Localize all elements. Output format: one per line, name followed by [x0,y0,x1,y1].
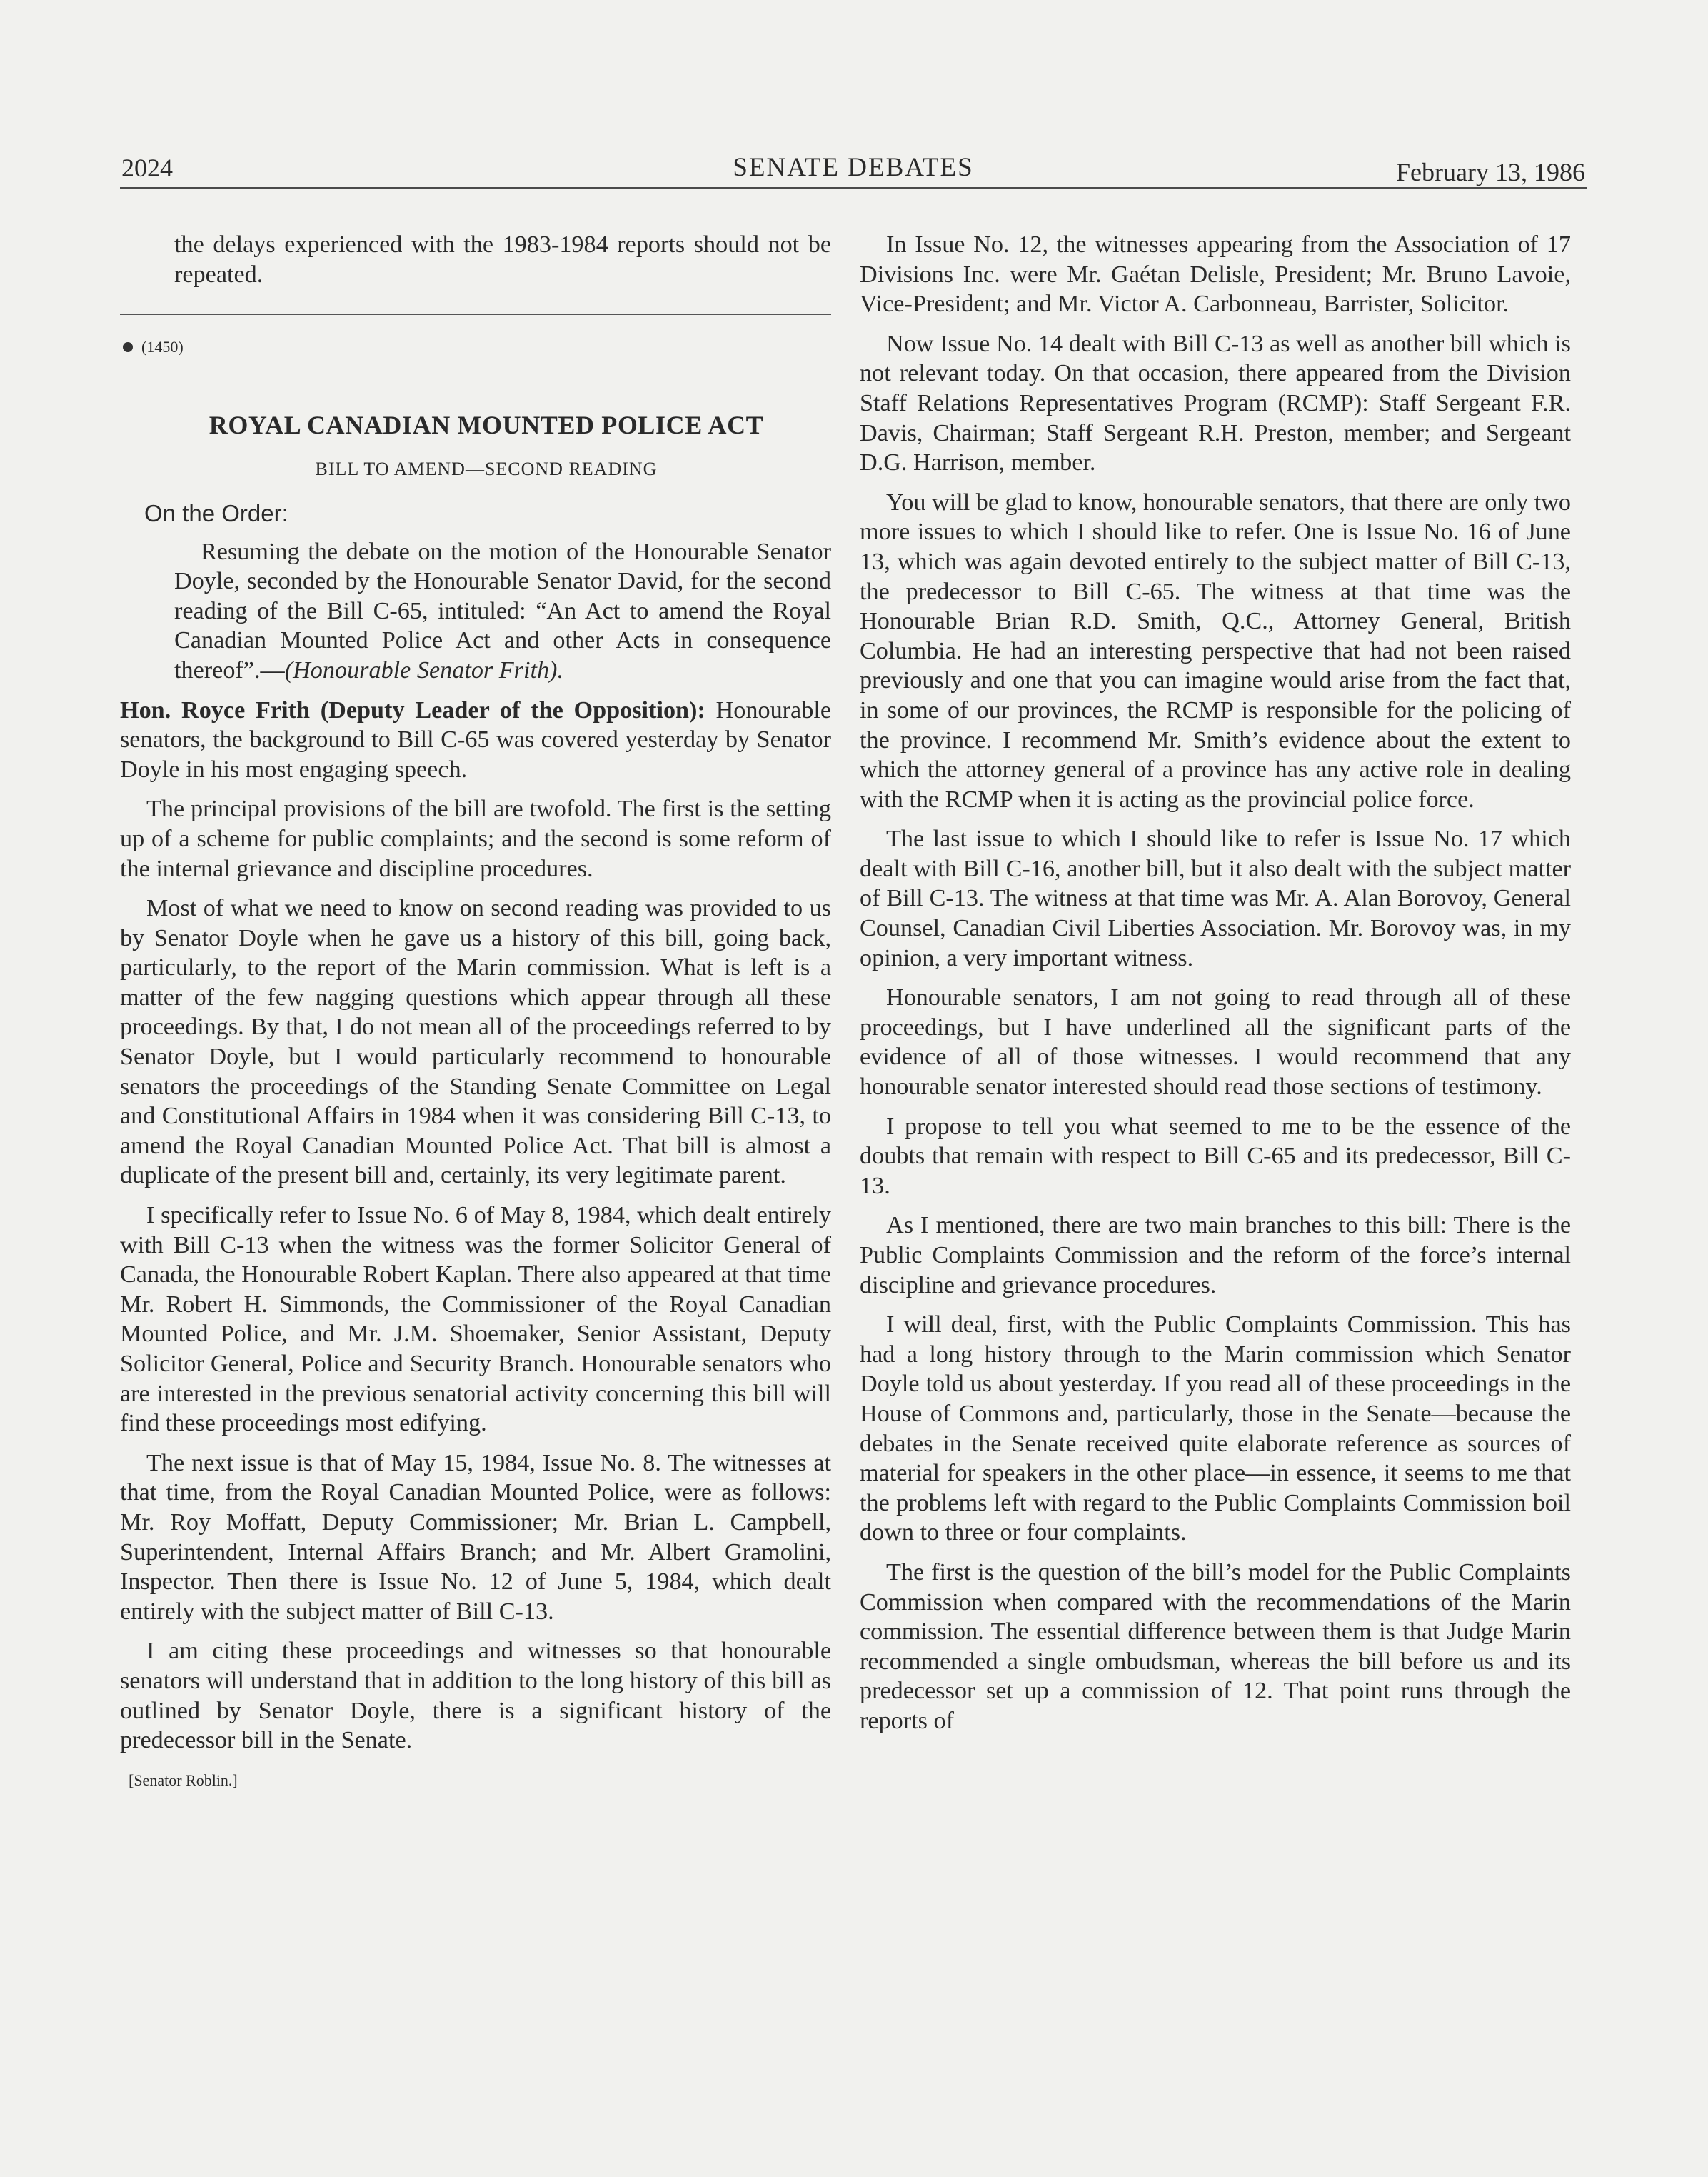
right-paragraph: In Issue No. 12, the witnesses appearing from the Association of 17 Divisions Inc. were Mr. Gaétan Delisle, President; Mr. Bruno Lavoie, Vice-President; and Mr. Victor A. Carbonneau, Barrister, Solicitor. [860,231,1571,318]
publication-date: February 13, 1986 [1396,158,1585,186]
section-subtitle: BILL TO AMEND—SECOND READING [315,459,658,480]
publication-title: SENATE DEBATES [733,153,974,182]
left-column [120,230,831,1795]
left-paragraph: I am citing these proceedings and witnesses so that honourable senators will understand that in addition to the long history of this bill as outlined by Senator Doyle, there is a significant history of the predecessor bill in the Senate. [120,1638,831,1754]
page-number: 2024 [121,154,173,182]
right-column [860,230,1571,1746]
left-paragraph: Most of what we need to know on second reading was provided to us by Senator Doyle when he gave us a history of this bill, going back, particularly, to the report of the Marin commission. What is left is a matter of the few nagging questions which appear through all these proceedings. By that, I do not mean all of the proceedings referred to by Senator Doyle, but I would particularly recommend to honourable senators the proceedings of the Standing Senate Committee on Legal and Constitutional Affairs in 1984 when it was considering Bill C-13, to amend the Royal Canadian Mounted Police Act. That bill is almost a duplicate of the present bill and, certainly, its very legitimate parent. [120,895,831,1189]
motion-text [120,537,831,686]
right-paragraph: The last issue to which I should like to refer is Issue No. 17 which dealt with Bill C-16, another bill, but it also dealt with the subject matter of Bill C-13. The witness at that time was Mr. A. Alan Borovoy, General Counsel, Canadian Civil Liberties Association. Mr. Borovoy was, in my opinion, a very important witness. [860,826,1571,971]
left-paragraph: I specifically refer to Issue No. 6 of May 8, 1984, which dealt entirely with Bill C-13 when the witness was the former Solicitor General of Canada, the Honourable Robert Kaplan. There also appeared at that time Mr. Robert H. Simmonds, the Commissioner of the Royal Canadian Mounted Police, and Mr. J.M. Shoemaker, Senior Assistant, Deputy Solicitor General, Police and Security Branch. Honourable senators who are interested in the previous senatorial activity concerning this bill will find these proceedings most edifying. [120,1202,831,1437]
timestamp-text: (1450) [141,338,184,356]
page-header [120,141,1587,189]
right-paragraph: Honourable senators, I am not going to read through all of these proceedings, but I have underlined all the significant parts of the evidence of all of those witnesses. I would recommend that any honourable senator interested should read those sections of testimony. [860,984,1571,1101]
right-paragraph: I propose to tell you what seemed to me to be the essence of the doubts that remain with respect to Bill C-65 and its predecessor, Bill C-13. [860,1113,1571,1199]
bullet-icon [123,342,133,352]
carryover-paragraph: the delays experienced with the 1983-1984 reports should not be repeated. [174,231,831,288]
timestamp-marker [123,332,831,362]
right-paragraph: I will deal, first, with the Public Complaints Commission. This has had a long history through to the Marin commission which Senator Doyle told us about yesterday. If you read all of these proceedings in the House of Commons and, particularly, those in the Senate—because the debates in the Senate received quite elaborate reference as sources of material for speakers in the other place—in essence, it seems to me that the problems left with regard to the Public Complaints Commission boil down to three or four complaints. [860,1311,1571,1546]
speaker-name: Hon. Royce Frith (Deputy Leader of the Opposition): [120,696,705,724]
order-label: On the Order: [144,499,288,526]
speaker-text: Honourable senators, the background to Bill C-65 was covered yesterday by Senator Doyle in his most engaging speech. [120,696,832,783]
section-title: ROYAL CANADIAN MOUNTED POLICE ACT [209,410,764,439]
footer-note: [Senator Roblin.] [129,1771,238,1789]
left-paragraph: The next issue is that of May 15, 1984, Issue No. 8. The witnesses at that time, from the Royal Canadian Mounted Police, were as follows: Mr. Roy Moffatt, Deputy Commissioner; Mr. Brian L. Campbell, Superintendent, Internal Affairs Branch; and Mr. Albert Gramolini, Inspector. Then there is Issue No. 12 of June 5, 1984, which dealt entirely with the subject matter of Bill C-13. [120,1449,831,1625]
left-paragraph: The principal provisions of the bill are twofold. The first is the setting up of a scheme for public complaints; and the second is some reform of the internal grievance and discipline procedures. [120,796,831,882]
right-paragraph: As I mentioned, there are two main branches to this bill: There is the Public Complaints Commission and the reform of the force’s internal discipline and grievance procedures. [860,1212,1571,1298]
right-paragraph: Now Issue No. 14 dealt with Bill C-13 as well as another bill which is not relevant today. On that occasion, there appeared from the Division Staff Relations Representatives Program (RCMP): Staff Sergeant F.R. Davis, Chairman; Staff Sergeant R.H. Preston, member; and Sergeant D.G. Harrison, member. [860,330,1571,476]
motion-attribution: (Honourable Senator Frith). [284,656,563,684]
motion-body: Resuming the debate on the motion of the Honourable Senator Doyle, seconded by the Honourable Senator David, for the second reading of the Bill C-65, intituled: “An Act to amend the Royal Canadian Mounted Police Act and other Acts in consequence thereof”.— [174,538,831,684]
right-paragraph: The first is the question of the bill’s model for the Public Complaints Commission when compared with the recommendations of the Marin commission. The essential difference between them is that Judge Marin recommended a single ombudsman, whereas the bill before us and its predecessor set up a commission of 12. That point runs through the reports of [860,1558,1571,1734]
right-paragraph: You will be glad to know, honourable senators, that there are only two more issues to which I should like to refer. One is Issue No. 16 of June 13, which was again devoted entirely to the subject matter of Bill C-13, the predecessor to Bill C-65. The witness at that time was the Honourable Brian R.D. Smith, Q.C., Attorney General, British Columbia. He had an interesting perspective that had not been raised previously and one that you can imagine would arise from the fact that, in some of our provinces, the RCMP is responsible for the policing of the province. I recommend Mr. Smith’s evidence about the extent to which the attorney general of a province has any active role in dealing with the RCMP when it is acting as the provincial police force. [860,489,1571,813]
section-divider [120,314,831,315]
speaker-paragraph [120,696,831,785]
